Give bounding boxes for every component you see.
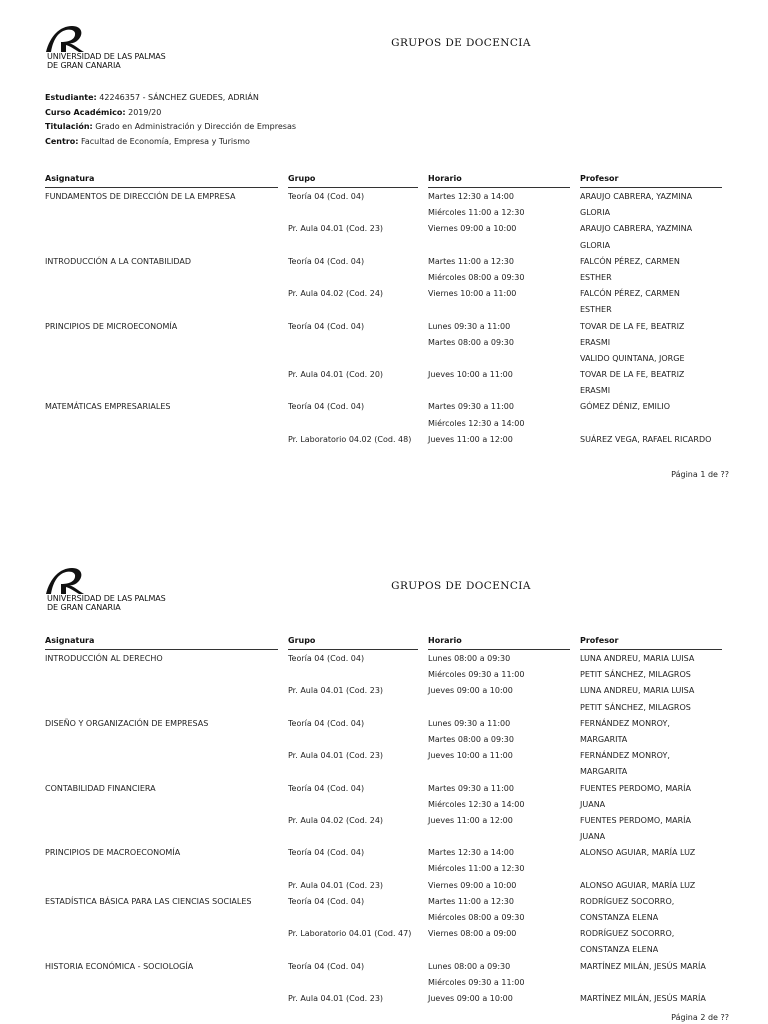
table-body	[45, 189, 725, 448]
cell-horario: Martes 08:00 a 09:30	[428, 337, 514, 347]
table-row	[45, 959, 725, 975]
cell-asignatura: CONTABILIDAD FINANCIERA	[45, 783, 156, 793]
header-profesor: Profesor	[580, 174, 619, 183]
cell-profesor: TOVAR DE LA FE, BEATRIZ	[580, 321, 685, 331]
cell-horario: Jueves 11:00 a 12:00	[428, 815, 513, 825]
cell-horario: Miércoles 09:30 a 11:00	[428, 670, 525, 680]
cell-horario: Martes 08:00 a 09:30	[428, 734, 514, 744]
table-row	[45, 651, 725, 667]
cell-profesor: FUENTES PERDOMO, MARÍA	[580, 815, 692, 825]
cell-grupo: Teoría 04 (Cod. 04)	[288, 783, 365, 793]
cell-profesor: RODRÍGUEZ SOCORRO,	[580, 896, 675, 906]
header-rule	[428, 649, 570, 650]
cell-profesor: MARGARITA	[580, 734, 628, 744]
page-title: GRUPOS DE DOCENCIA	[391, 580, 531, 592]
cell-horario: Miércoles 08:00 a 09:30	[428, 272, 525, 282]
cell-horario: Miércoles 09:30 a 11:00	[428, 977, 525, 987]
cell-profesor: ESTHER	[580, 272, 612, 282]
table-row	[45, 221, 725, 237]
university-name	[47, 594, 166, 612]
cell-profesor: MARGARITA	[580, 767, 628, 777]
cell-profesor: FUENTES PERDOMO, MARÍA	[580, 783, 692, 793]
table-row	[45, 878, 725, 894]
cell-profesor: GÓMEZ DÉNIZ, EMILIO	[580, 402, 671, 412]
cell-asignatura: INTRODUCCIÓN AL DERECHO	[45, 654, 163, 663]
cell-asignatura: MATEMÁTICAS EMPRESARIALES	[45, 402, 171, 412]
header-rule	[45, 649, 278, 650]
table-row	[45, 238, 725, 254]
header-rule	[288, 649, 418, 650]
cell-horario: Martes 09:30 a 11:00	[428, 402, 514, 412]
cell-horario: Viernes 09:00 a 10:00	[428, 224, 517, 234]
cell-profesor: FALCÓN PÉREZ, CARMEN	[580, 289, 680, 299]
cell-horario: Martes 12:30 a 14:00	[428, 192, 514, 201]
cell-grupo: Teoría 04 (Cod. 04)	[288, 192, 365, 201]
university-logo	[42, 564, 172, 610]
cell-grupo: Pr. Aula 04.01 (Cod. 23)	[288, 224, 384, 234]
header-horario: Horario	[428, 636, 462, 645]
table-row	[45, 748, 725, 764]
document-page-2	[0, 560, 768, 1024]
cell-profesor: MARTÍNEZ MILÁN, JESÚS MARÍA	[580, 961, 706, 971]
cell-grupo: Pr. Aula 04.01 (Cod. 23)	[288, 686, 384, 696]
table-row	[45, 683, 725, 699]
cell-profesor: GLORIA	[580, 208, 611, 218]
cell-grupo: Teoría 04 (Cod. 04)	[288, 718, 365, 728]
cell-grupo: Pr. Aula 04.02 (Cod. 24)	[288, 815, 384, 825]
table-row	[45, 205, 725, 221]
cell-profesor: JUANA	[580, 799, 606, 809]
table-row	[45, 716, 725, 732]
cell-horario: Miércoles 11:00 a 12:30	[428, 864, 525, 874]
cell-grupo: Teoría 04 (Cod. 04)	[288, 654, 365, 663]
page-number: Página 2 de ??	[671, 1013, 729, 1022]
info-label: Centro:	[45, 136, 79, 146]
table-row	[45, 667, 725, 683]
table-row	[45, 829, 725, 845]
table-row	[45, 910, 725, 926]
header-asignatura: Asignatura	[45, 636, 95, 645]
cell-horario: Lunes 08:00 a 09:30	[428, 654, 511, 663]
table-row	[45, 270, 725, 286]
table-row	[45, 975, 725, 991]
cell-horario: Jueves 09:00 a 10:00	[428, 686, 513, 696]
cell-profesor: ALONSO AGUIAR, MARÍA LUZ	[580, 848, 696, 858]
header-rule	[580, 187, 722, 188]
header-rule	[45, 187, 278, 188]
cell-profesor: FALCÓN PÉREZ, CARMEN	[580, 256, 680, 266]
ulpgc-emblem-icon	[44, 22, 88, 54]
table-row	[45, 781, 725, 797]
header-grupo: Grupo	[288, 174, 316, 183]
table-row	[45, 432, 725, 448]
info-label: Titulación:	[45, 122, 93, 131]
table-row	[45, 926, 725, 942]
table-row	[45, 732, 725, 748]
header-asignatura: Asignatura	[45, 174, 95, 183]
cell-horario: Viernes 08:00 a 09:00	[428, 929, 517, 939]
cell-asignatura: DISEÑO Y ORGANIZACIÓN DE EMPRESAS	[45, 718, 209, 728]
cell-asignatura: PRINCIPIOS DE MICROECONOMÍA	[45, 321, 178, 331]
university-name-line1: UNIVERSIDAD DE LAS PALMAS	[47, 594, 166, 603]
cell-profesor: GLORIA	[580, 240, 611, 250]
cell-grupo: Pr. Laboratorio 04.01 (Cod. 47)	[288, 929, 412, 939]
university-name-line2: DE GRAN CANARIA	[47, 603, 121, 612]
table-row	[45, 894, 725, 910]
cell-profesor: ERASMI	[580, 337, 611, 347]
cell-asignatura: FUNDAMENTOS DE DIRECCIÓN DE LA EMPRESA	[45, 192, 236, 201]
table-row	[45, 254, 725, 270]
table-row	[45, 845, 725, 861]
cell-grupo: Pr. Laboratorio 04.02 (Cod. 48)	[288, 434, 412, 444]
cell-profesor: ERASMI	[580, 386, 611, 396]
university-name-line2: DE GRAN CANARIA	[47, 61, 121, 70]
cell-grupo: Teoría 04 (Cod. 04)	[288, 961, 365, 971]
info-student	[45, 91, 296, 106]
cell-asignatura: ESTADÍSTICA BÁSICA PARA LAS CIENCIAS SOCIALES	[45, 896, 252, 906]
cell-profesor: LUNA ANDREU, MARIA LUISA	[580, 654, 695, 663]
table-row	[45, 189, 725, 205]
table-row	[45, 861, 725, 877]
cell-horario: Viernes 09:00 a 10:00	[428, 880, 517, 890]
cell-grupo: Pr. Aula 04.01 (Cod. 20)	[288, 370, 384, 380]
cell-asignatura: INTRODUCCIÓN A LA CONTABILIDAD	[45, 256, 192, 266]
cell-profesor: ARAUJO CABRERA, YAZMINA	[580, 192, 693, 201]
cell-grupo: Pr. Aula 04.01 (Cod. 23)	[288, 751, 384, 761]
table-row	[45, 367, 725, 383]
table-row	[45, 351, 725, 367]
cell-profesor: ARAUJO CABRERA, YAZMINA	[580, 224, 693, 234]
ulpgc-emblem-icon	[44, 564, 88, 596]
cell-grupo: Teoría 04 (Cod. 04)	[288, 256, 365, 266]
cell-profesor: PETIT SÁNCHEZ, MILAGROS	[580, 702, 691, 712]
university-name-line1: UNIVERSIDAD DE LAS PALMAS	[47, 52, 166, 61]
cell-grupo: Pr. Aula 04.01 (Cod. 23)	[288, 880, 384, 890]
header-horario: Horario	[428, 174, 462, 183]
header-rule	[428, 187, 570, 188]
header-grupo: Grupo	[288, 636, 316, 645]
cell-horario: Jueves 10:00 a 11:00	[428, 751, 513, 761]
table-header	[45, 174, 725, 189]
table-row	[45, 416, 725, 432]
university-logo	[42, 22, 172, 68]
schedule-table-page-1	[45, 174, 725, 448]
cell-horario: Martes 11:00 a 12:30	[428, 896, 514, 906]
info-degree	[45, 120, 296, 135]
cell-profesor: RODRÍGUEZ SOCORRO,	[580, 929, 675, 939]
info-label: Estudiante:	[45, 93, 97, 102]
info-label: Curso Académico:	[45, 107, 126, 117]
cell-grupo: Teoría 04 (Cod. 04)	[288, 321, 365, 331]
table-row	[45, 797, 725, 813]
cell-profesor: LUNA ANDREU, MARIA LUISA	[580, 686, 695, 696]
cell-horario: Miércoles 08:00 a 09:30	[428, 913, 525, 922]
cell-profesor: FERNÁNDEZ MONROY,	[580, 718, 670, 728]
student-info	[45, 91, 296, 149]
table-row	[45, 319, 725, 335]
cell-profesor: SUÁREZ VEGA, RAFAEL RICARDO	[580, 434, 712, 444]
cell-horario: Miércoles 12:30 a 14:00	[428, 799, 525, 809]
cell-horario: Viernes 10:00 a 11:00	[428, 289, 517, 299]
header-rule	[580, 649, 722, 650]
cell-profesor: ESTHER	[580, 305, 612, 315]
table-row	[45, 383, 725, 399]
university-name	[47, 52, 166, 70]
cell-profesor: ALONSO AGUIAR, MARÍA LUZ	[580, 880, 696, 890]
cell-horario: Lunes 08:00 a 09:30	[428, 961, 511, 971]
info-value: Facultad de Economía, Empresa y Turismo	[78, 136, 250, 146]
table-row	[45, 399, 725, 415]
header-profesor: Profesor	[580, 636, 619, 645]
info-course	[45, 106, 296, 121]
cell-asignatura: PRINCIPIOS DE MACROECONOMÍA	[45, 848, 181, 858]
document-page-1	[0, 0, 768, 500]
cell-grupo: Teoría 04 (Cod. 04)	[288, 402, 365, 412]
cell-horario: Martes 12:30 a 14:00	[428, 848, 514, 858]
info-value: 2019/20	[125, 107, 162, 117]
cell-grupo: Teoría 04 (Cod. 04)	[288, 896, 365, 906]
table-row	[45, 335, 725, 351]
info-center	[45, 135, 296, 150]
cell-profesor: JUANA	[580, 832, 606, 842]
cell-profesor: MARTÍNEZ MILÁN, JESÚS MARÍA	[580, 993, 706, 1003]
cell-grupo: Teoría 04 (Cod. 04)	[288, 848, 365, 858]
info-value: Grado en Administración y Dirección de Empresas	[92, 122, 297, 131]
cell-profesor: CONSTANZA ELENA	[580, 945, 659, 955]
header-rule	[288, 187, 418, 188]
schedule-table-page-2	[45, 636, 725, 1007]
table-row	[45, 991, 725, 1007]
table-row	[45, 813, 725, 829]
cell-horario: Jueves 11:00 a 12:00	[428, 434, 513, 444]
cell-horario: Jueves 10:00 a 11:00	[428, 370, 513, 380]
cell-profesor: VALIDO QUINTANA, JORGE	[580, 353, 685, 363]
page-title: GRUPOS DE DOCENCIA	[391, 37, 531, 49]
cell-asignatura: HISTORIA ECONÓMICA - SOCIOLOGÍA	[45, 961, 194, 971]
table-row	[45, 764, 725, 780]
table-row	[45, 700, 725, 716]
cell-horario: Martes 11:00 a 12:30	[428, 256, 514, 266]
info-value: 42246357 - SÁNCHEZ GUEDES, ADRIÁN	[96, 93, 259, 102]
cell-horario: Lunes 09:30 a 11:00	[428, 718, 511, 728]
cell-horario: Lunes 09:30 a 11:00	[428, 321, 511, 331]
table-row	[45, 286, 725, 302]
cell-profesor: PETIT SÁNCHEZ, MILAGROS	[580, 670, 691, 680]
cell-profesor: FERNÁNDEZ MONROY,	[580, 751, 670, 761]
table-row	[45, 942, 725, 958]
table-body	[45, 651, 725, 1007]
cell-horario: Martes 09:30 a 11:00	[428, 783, 514, 793]
cell-profesor: CONSTANZA ELENA	[580, 913, 659, 922]
table-row	[45, 302, 725, 318]
table-header	[45, 636, 725, 651]
cell-horario: Jueves 09:00 a 10:00	[428, 993, 513, 1003]
cell-horario: Miércoles 12:30 a 14:00	[428, 418, 525, 428]
cell-horario: Miércoles 11:00 a 12:30	[428, 208, 525, 218]
cell-grupo: Pr. Aula 04.02 (Cod. 24)	[288, 289, 384, 299]
page-number: Página 1 de ??	[671, 470, 729, 479]
cell-profesor: TOVAR DE LA FE, BEATRIZ	[580, 370, 685, 380]
cell-grupo: Pr. Aula 04.01 (Cod. 23)	[288, 993, 384, 1003]
